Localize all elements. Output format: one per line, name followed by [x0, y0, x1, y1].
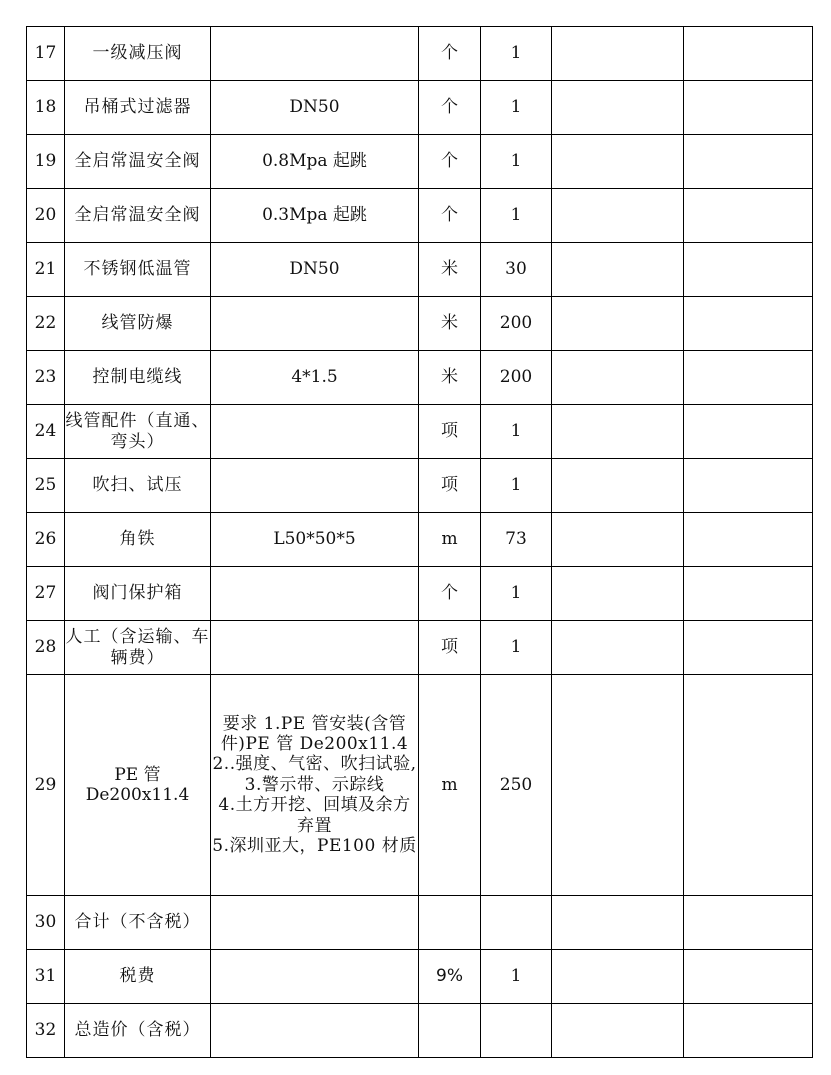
item-spec: L50*50*5	[211, 513, 419, 567]
item-spec	[211, 621, 419, 675]
item-name: 吹扫、试压	[65, 459, 211, 513]
empty-cell	[684, 950, 813, 1004]
item-unit	[419, 1004, 481, 1058]
table-row	[27, 297, 813, 351]
table-row	[27, 896, 813, 950]
row-number: 17	[27, 27, 65, 81]
empty-cell	[684, 513, 813, 567]
empty-cell	[684, 351, 813, 405]
item-unit: 项	[419, 405, 481, 459]
spec-line: 要求 1.PE 管安装(含管	[222, 713, 407, 734]
item-unit: 米	[419, 297, 481, 351]
item-quantity: 1	[481, 567, 552, 621]
item-spec: 0.3Mpa 起跳	[211, 189, 419, 243]
item-quantity: 1	[481, 459, 552, 513]
empty-cell	[552, 189, 684, 243]
item-spec	[211, 896, 419, 950]
empty-cell	[684, 243, 813, 297]
spec-line: 件)PE 管 De200x11.4	[220, 734, 409, 755]
item-spec	[211, 297, 419, 351]
item-quantity	[481, 1004, 552, 1058]
item-name: 角铁	[65, 513, 211, 567]
item-unit: m	[419, 675, 481, 896]
spec-line: 2..强度、气密、吹扫试验,	[212, 754, 417, 775]
empty-cell	[552, 81, 684, 135]
row-number: 28	[27, 621, 65, 675]
table-row	[27, 81, 813, 135]
item-quantity: 1	[481, 81, 552, 135]
item-unit: 个	[419, 27, 481, 81]
spec-line: 弃置	[297, 815, 332, 836]
item-name: 线管配件（直通、弯头）	[65, 405, 211, 459]
empty-cell	[552, 297, 684, 351]
empty-cell	[552, 135, 684, 189]
row-number: 32	[27, 1004, 65, 1058]
table-row	[27, 950, 813, 1004]
item-quantity: 1	[481, 135, 552, 189]
empty-cell	[684, 896, 813, 950]
item-name: 税费	[65, 950, 211, 1004]
spec-line: 3.警示带、示踪线	[244, 774, 385, 795]
item-name: 线管防爆	[65, 297, 211, 351]
item-quantity: 200	[481, 297, 552, 351]
spec-line: 4.土方开挖、回填及余方	[218, 795, 411, 816]
empty-cell	[684, 567, 813, 621]
item-spec: DN50	[211, 81, 419, 135]
row-number: 25	[27, 459, 65, 513]
row-number: 20	[27, 189, 65, 243]
table-row	[27, 513, 813, 567]
item-name: 人工（含运输、车辆费）	[65, 621, 211, 675]
empty-cell	[552, 513, 684, 567]
item-quantity	[481, 896, 552, 950]
row-number: 27	[27, 567, 65, 621]
item-quantity: 1	[481, 27, 552, 81]
item-quantity: 1	[481, 950, 552, 1004]
row-number: 31	[27, 950, 65, 1004]
item-unit: 项	[419, 621, 481, 675]
row-number: 30	[27, 896, 65, 950]
item-name: 总造价（含税）	[65, 1004, 211, 1058]
item-quantity: 73	[481, 513, 552, 567]
item-unit: 个	[419, 567, 481, 621]
table-row	[27, 27, 813, 81]
item-spec	[211, 27, 419, 81]
empty-cell	[552, 243, 684, 297]
item-spec	[211, 405, 419, 459]
row-number: 29	[27, 675, 65, 896]
empty-cell	[684, 459, 813, 513]
table-row	[27, 675, 813, 896]
item-quantity: 1	[481, 405, 552, 459]
empty-cell	[552, 950, 684, 1004]
item-unit	[419, 896, 481, 950]
row-number: 22	[27, 297, 65, 351]
table-row	[27, 621, 813, 675]
row-number: 18	[27, 81, 65, 135]
item-unit: 米	[419, 351, 481, 405]
empty-cell	[552, 459, 684, 513]
item-name: 合计（不含税）	[65, 896, 211, 950]
table-row	[27, 459, 813, 513]
empty-cell	[684, 1004, 813, 1058]
item-unit: 9%	[419, 950, 481, 1004]
item-unit: 个	[419, 81, 481, 135]
item-name	[65, 675, 211, 896]
empty-cell	[684, 405, 813, 459]
table-row	[27, 135, 813, 189]
item-name: 一级减压阀	[65, 27, 211, 81]
empty-cell	[552, 675, 684, 896]
item-unit: 米	[419, 243, 481, 297]
empty-cell	[552, 405, 684, 459]
empty-cell	[684, 135, 813, 189]
item-name-line: PE 管	[114, 764, 161, 785]
item-spec	[211, 950, 419, 1004]
table-row	[27, 405, 813, 459]
item-quantity: 30	[481, 243, 552, 297]
row-number: 24	[27, 405, 65, 459]
item-unit: 个	[419, 135, 481, 189]
item-quantity: 1	[481, 189, 552, 243]
empty-cell	[684, 189, 813, 243]
empty-cell	[684, 675, 813, 896]
item-name-line: De200x11.4	[85, 785, 190, 805]
table-row	[27, 1004, 813, 1058]
empty-cell	[552, 621, 684, 675]
quotation-table	[26, 26, 813, 1058]
item-name: 吊桶式过滤器	[65, 81, 211, 135]
row-number: 21	[27, 243, 65, 297]
table-row	[27, 243, 813, 297]
empty-cell	[552, 351, 684, 405]
item-name: 控制电缆线	[65, 351, 211, 405]
item-spec	[211, 1004, 419, 1058]
empty-cell	[552, 896, 684, 950]
item-spec	[211, 567, 419, 621]
empty-cell	[684, 27, 813, 81]
spec-line: 5.深圳亚大，PE100 材质	[212, 835, 417, 856]
row-number: 26	[27, 513, 65, 567]
item-unit: 个	[419, 189, 481, 243]
empty-cell	[552, 27, 684, 81]
item-unit: m	[419, 513, 481, 567]
item-spec: 0.8Mpa 起跳	[211, 135, 419, 189]
table-row	[27, 189, 813, 243]
item-name: 全启常温安全阀	[65, 189, 211, 243]
row-number: 23	[27, 351, 65, 405]
empty-cell	[684, 297, 813, 351]
empty-cell	[552, 1004, 684, 1058]
item-name: 不锈钢低温管	[65, 243, 211, 297]
empty-cell	[552, 567, 684, 621]
item-name: 阀门保护箱	[65, 567, 211, 621]
item-quantity: 200	[481, 351, 552, 405]
item-spec	[211, 459, 419, 513]
item-unit: 项	[419, 459, 481, 513]
item-spec: 4*1.5	[211, 351, 419, 405]
item-quantity: 1	[481, 621, 552, 675]
row-number: 19	[27, 135, 65, 189]
item-quantity: 250	[481, 675, 552, 896]
item-name: 全启常温安全阀	[65, 135, 211, 189]
table-row	[27, 567, 813, 621]
empty-cell	[684, 621, 813, 675]
table-row	[27, 351, 813, 405]
item-spec: DN50	[211, 243, 419, 297]
item-spec	[211, 675, 419, 896]
empty-cell	[684, 81, 813, 135]
